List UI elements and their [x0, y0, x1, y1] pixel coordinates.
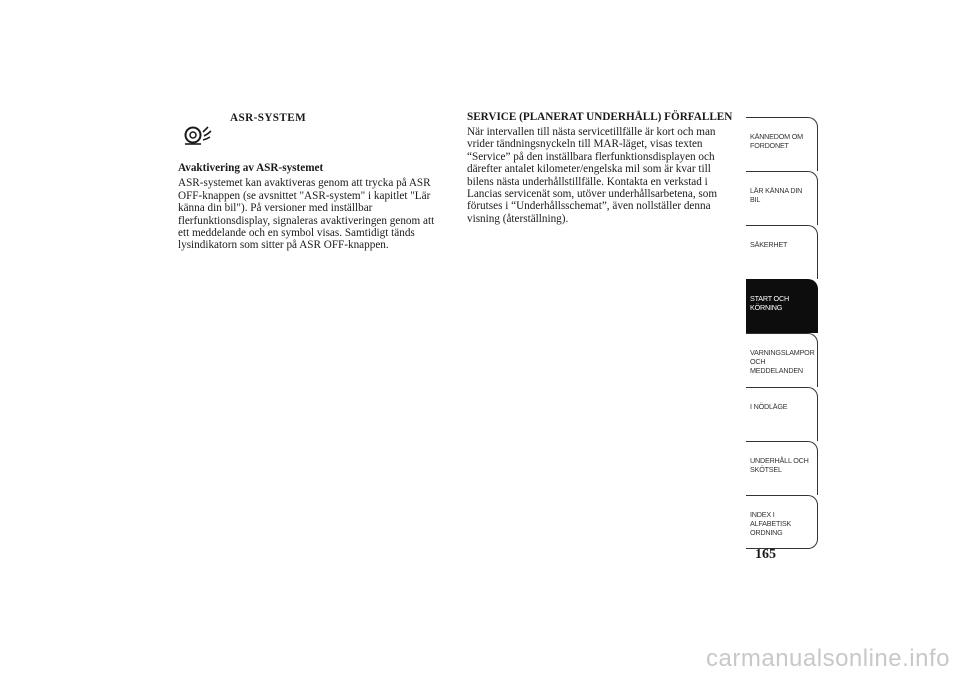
chapter-tab-label: START OCH KÖRNING — [750, 294, 789, 312]
chapter-tab-kannedom[interactable] — [746, 117, 818, 171]
chapter-tab-label: INDEX I ALFABETISK ORDNING — [750, 510, 792, 537]
right-column — [467, 112, 739, 225]
chapter-tab-start-och-korning[interactable] — [746, 279, 818, 333]
chapter-tab-label: UNDERHÅLL OCH SKÖTSEL — [750, 456, 809, 474]
service-due-text: När intervallen till nästa servicetillfälle är kort och man vrider tändningsnyckeln till MAR-läget, visas texten “Service” på den inställbara flerfunktionsdisplayen och därefter antalet kilometer/engelska mil som är kvar till bilens nästa underhållstillfälle. Kontakta en verkstad i Lancias servicenät som, utöver underhållsarbetena, som förutses i “Underhållsschemat”, även nollställer denna visning (återställning). — [467, 126, 718, 225]
asr-deactivation-text: ASR-systemet kan avaktiveras genom att trycka på ASR OFF-knappen (se avsnittet "ASR-system" i kapitlet "Lär känna din bil"). På versioner med inställbar flerfunktionsdisplay, signaleras avaktiveringen genom att ett meddelande och en symbol visas. Samtidigt tänds lysindikatorn som sitter på ASR OFF-knappen. — [178, 177, 435, 252]
page-number: 165 — [755, 547, 776, 562]
chapter-tab-sakerhet[interactable] — [746, 225, 818, 279]
service-due-title: SERVICE (PLANERAT UNDERHÅLL) FÖRFALLEN — [467, 111, 733, 123]
chapter-tab-lar-kanna[interactable] — [746, 171, 818, 225]
watermark: carmanualsonline.info — [706, 645, 950, 672]
left-column — [178, 112, 440, 252]
chapter-tab-index[interactable] — [746, 495, 818, 549]
chapter-tab-i-nodlage[interactable] — [746, 387, 818, 441]
chapter-tab-label: I NÖDLÄGE — [750, 402, 788, 411]
chapter-tab-label: LÄR KÄNNA DIN BIL — [750, 186, 803, 204]
asr-system-title: ASR-SYSTEM — [230, 112, 307, 124]
chapter-tab-label: KÄNNEDOM OM FORDONET — [750, 132, 803, 150]
chapter-tab-varningslampor[interactable] — [746, 333, 818, 387]
asr-section-header — [178, 112, 440, 162]
chapter-tab-label: VARNINGSLAMPOR OCH MEDDELANDEN — [750, 348, 815, 375]
chapter-tab-underhall[interactable] — [746, 441, 818, 495]
chapter-tab-label: SÄKERHET — [750, 240, 788, 249]
chapter-tabs — [746, 117, 818, 549]
asr-deactivation-subheading: Avaktivering av ASR-systemet — [178, 162, 324, 174]
asr-warning-icon — [184, 124, 214, 146]
